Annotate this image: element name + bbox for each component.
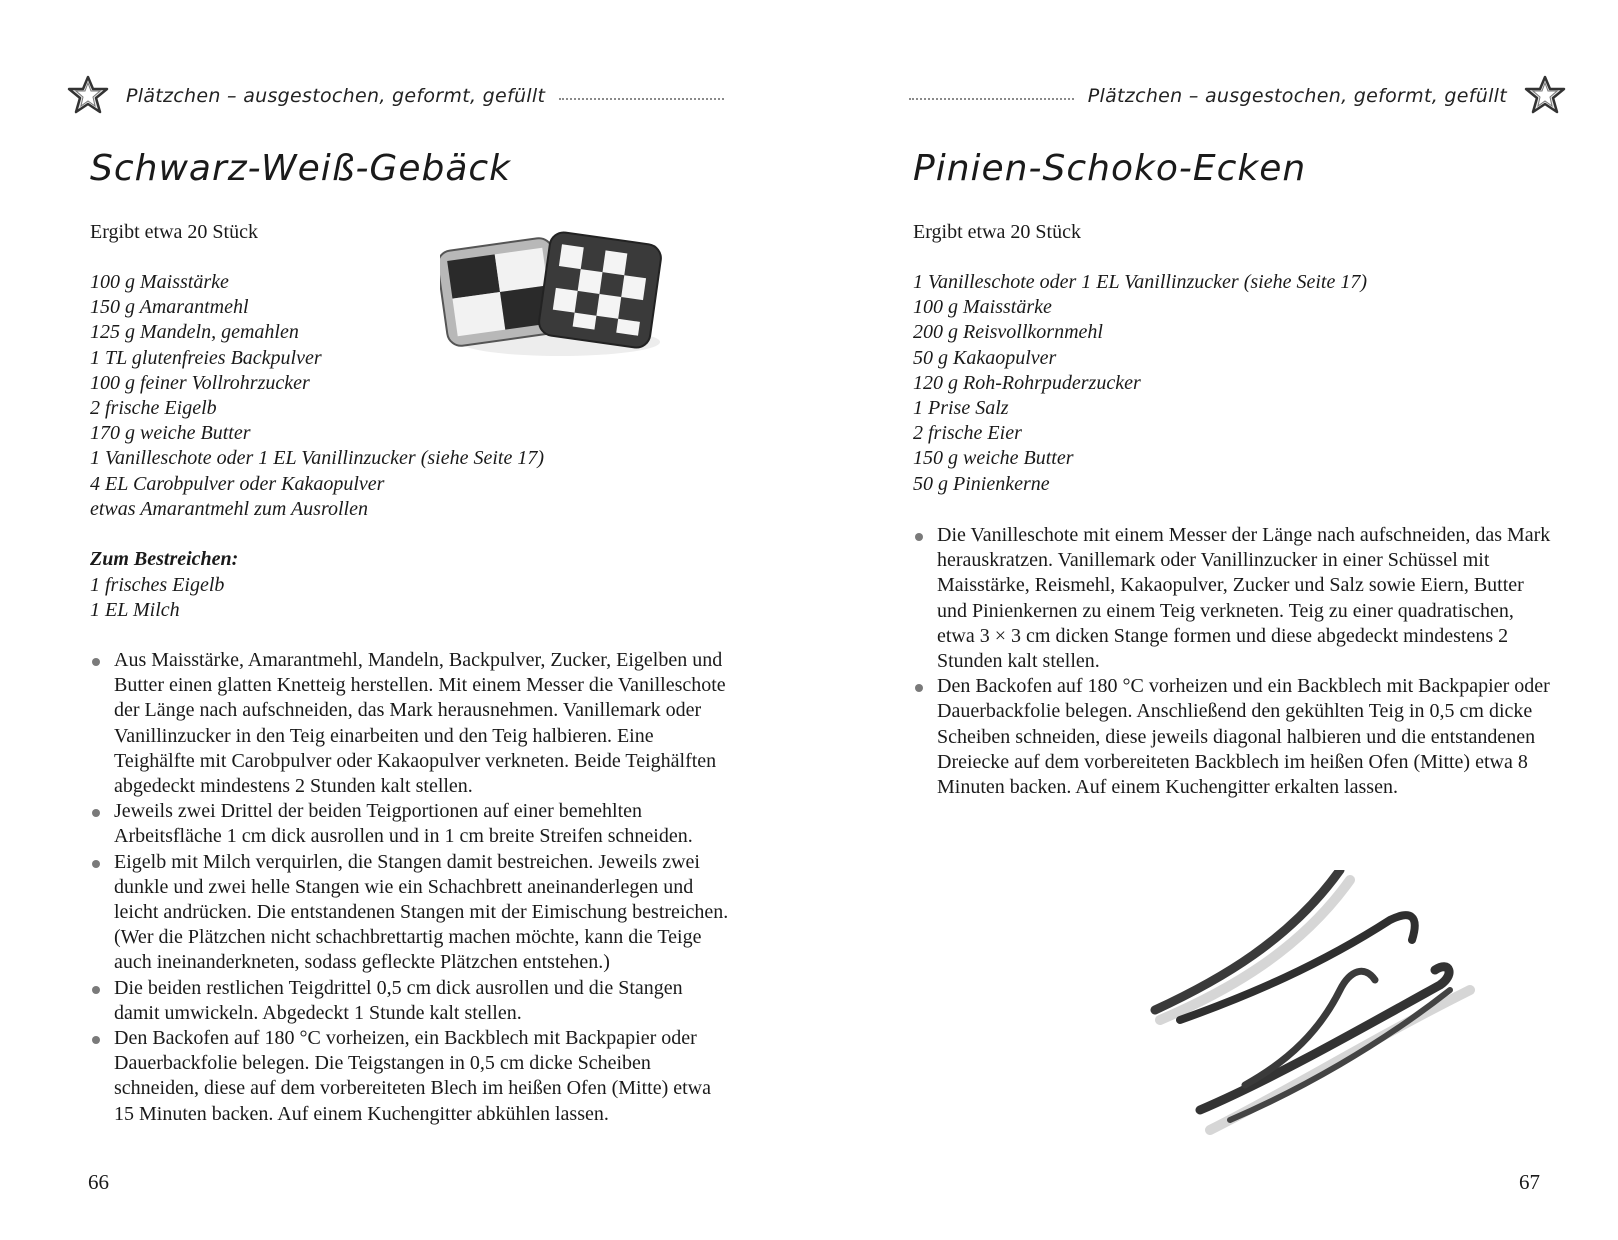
running-head-title: Plätzchen – ausgestochen, geformt, gefüllt (1087, 85, 1507, 107)
glaze-heading: Zum Bestreichen: (90, 548, 239, 570)
instruction-step: Die beiden restlichen Teigdrittel 0,5 cm dick ausrollen und die Stangen damit umwickeln. Abgedeckt 1 Stunde kalt stellen. (90, 976, 730, 1026)
ingredient-item: 1 Vanilleschote oder 1 EL Vanillinzucker (siehe Seite 17) (913, 271, 1367, 293)
recipe-title: Pinien-Schoko-Ecken (913, 148, 1307, 189)
ingredient-item: 150 g Amarantmehl (90, 296, 249, 319)
ingredient-item: 1 Prise Salz (913, 397, 1009, 420)
page-number: 67 (1519, 1170, 1540, 1194)
ingredient-item: 2 frische Eier (913, 422, 1022, 445)
ingredient-item: 1 frisches Eigelb (90, 574, 225, 596)
ingredient-item: 200 g Reisvollkornmehl (913, 321, 1103, 344)
ingredient-item: 170 g weiche Butter (90, 422, 251, 445)
checkerboard-cookies-illustration (440, 222, 670, 362)
instruction-step: Den Backofen auf 180 °C vorheizen, ein Backblech mit Backpapier oder Dauerbackfolie belegen. Die Teigstangen in 0,5 cm dicke Scheiben schneiden, diese auf dem vorbereiteten Blech im heißen Ofen (Mitte) etwa 15 Minuten backen. Auf einem Kuchengitter abkühlen lassen. (90, 1026, 730, 1127)
recipe-title: Schwarz-Weiß-Gebäck (90, 148, 512, 189)
star-cookie-cutter-icon (64, 74, 112, 118)
instruction-list (90, 648, 730, 1127)
dotted-rule (909, 98, 1074, 100)
vanilla-pods-illustration (1150, 870, 1510, 1150)
glaze-ingredient-list (90, 573, 224, 623)
ingredient-item: 1 Vanilleschote oder 1 EL Vanillinzucker (siehe Seite 17) (90, 447, 544, 470)
running-head (64, 78, 724, 114)
ingredient-item: 150 g weiche Butter (913, 447, 1074, 470)
instruction-step: Eigelb mit Milch verquirlen, die Stangen damit bestreichen. Jeweils zwei dunkle und zwei helle Stangen wie ein Schachbrett aneinanderlegen und leicht andrücken. Die entstandenen Stangen mit der Eimischung bestreichen. (Wer die Plätzchen nicht schachbrettartig machen möchte, kann die Teige auch ineinanderkneten, sodass gefleckte Plätzchen entstehen.) (90, 850, 730, 976)
instruction-step: Den Backofen auf 180 °C vorheizen und ein Backblech mit Backpapier oder Dauerbackfolie belegen. Anschließend den gekühlten Teig in 0,5 cm dicke Scheiben schneiden, diese jeweils diagonal halbieren und die entstandenen Dreiecke auf dem vorbereiteten Backblech im heißen Ofen (Mitte) etwa 8 Minuten backen. Auf einem Kuchengitter erkalten lassen. (913, 674, 1553, 800)
ingredient-item: 120 g Roh-Rohrpuderzucker (913, 371, 1141, 394)
ingredient-item: 125 g Mandeln, gemahlen (90, 321, 299, 344)
ingredient-item: 50 g Kakaopulver (913, 346, 1057, 369)
running-head (909, 78, 1569, 114)
running-head-title: Plätzchen – ausgestochen, geformt, gefüllt (126, 85, 546, 107)
ingredient-item: 2 frische Eigelb (90, 397, 217, 420)
star-cookie-cutter-icon (1521, 74, 1569, 118)
ingredient-item: 1 TL glutenfreies Backpulver (90, 346, 322, 369)
instruction-step: Jeweils zwei Drittel der beiden Teigportionen auf einer bemehlten Arbeitsfläche 1 cm dick ausrollen und in 1 cm breite Streifen schneiden. (90, 799, 730, 849)
instruction-list (913, 523, 1553, 800)
recipe-yield: Ergibt etwa 20 Stück (913, 221, 1081, 243)
ingredient-item: etwas Amarantmehl zum Ausrollen (90, 497, 368, 520)
page-number: 66 (88, 1170, 109, 1194)
ingredient-list (913, 270, 1367, 497)
dotted-rule (559, 98, 724, 100)
ingredient-item: 100 g feiner Vollrohrzucker (90, 371, 310, 394)
ingredient-item: 1 EL Milch (90, 599, 180, 622)
ingredient-item: 100 g Maisstärke (913, 296, 1052, 319)
instruction-step: Aus Maisstärke, Amarantmehl, Mandeln, Backpulver, Zucker, Eigelben und Butter einen glatten Knetteig herstellen. Mit einem Messer die Vanilleschote der Länge nach aufschneiden, das Mark herausnehmen. Vanillemark oder Vanillinzucker in den Teig einarbeiten und den Teig halbieren. Eine Teighälfte mit Carobpulver oder Kakaopulver verkneten. Beide Teighälften abgedeckt mindestens 2 Stunden kalt stellen. (90, 648, 730, 799)
ingredient-item: 100 g Maisstärke (90, 271, 229, 293)
instruction-step: Die Vanilleschote mit einem Messer der Länge nach aufschneiden, das Mark herauskratzen. Vanillemark oder Vanillinzucker in einer Schüssel mit Maisstärke, Reismehl, Kakaopulver, Zucker und Salz sowie Eiern, Butter und Pinienkernen zu einem Teig verkneten. Teig zu einer quadratischen, etwa 3 × 3 cm dicken Stange formen und diese abgedeckt mindestens 2 Stunden kalt stellen. (913, 523, 1553, 674)
recipe-yield: Ergibt etwa 20 Stück (90, 221, 258, 243)
ingredient-item: 4 EL Carobpulver oder Kakaopulver (90, 472, 385, 495)
ingredient-item: 50 g Pinienkerne (913, 472, 1050, 495)
